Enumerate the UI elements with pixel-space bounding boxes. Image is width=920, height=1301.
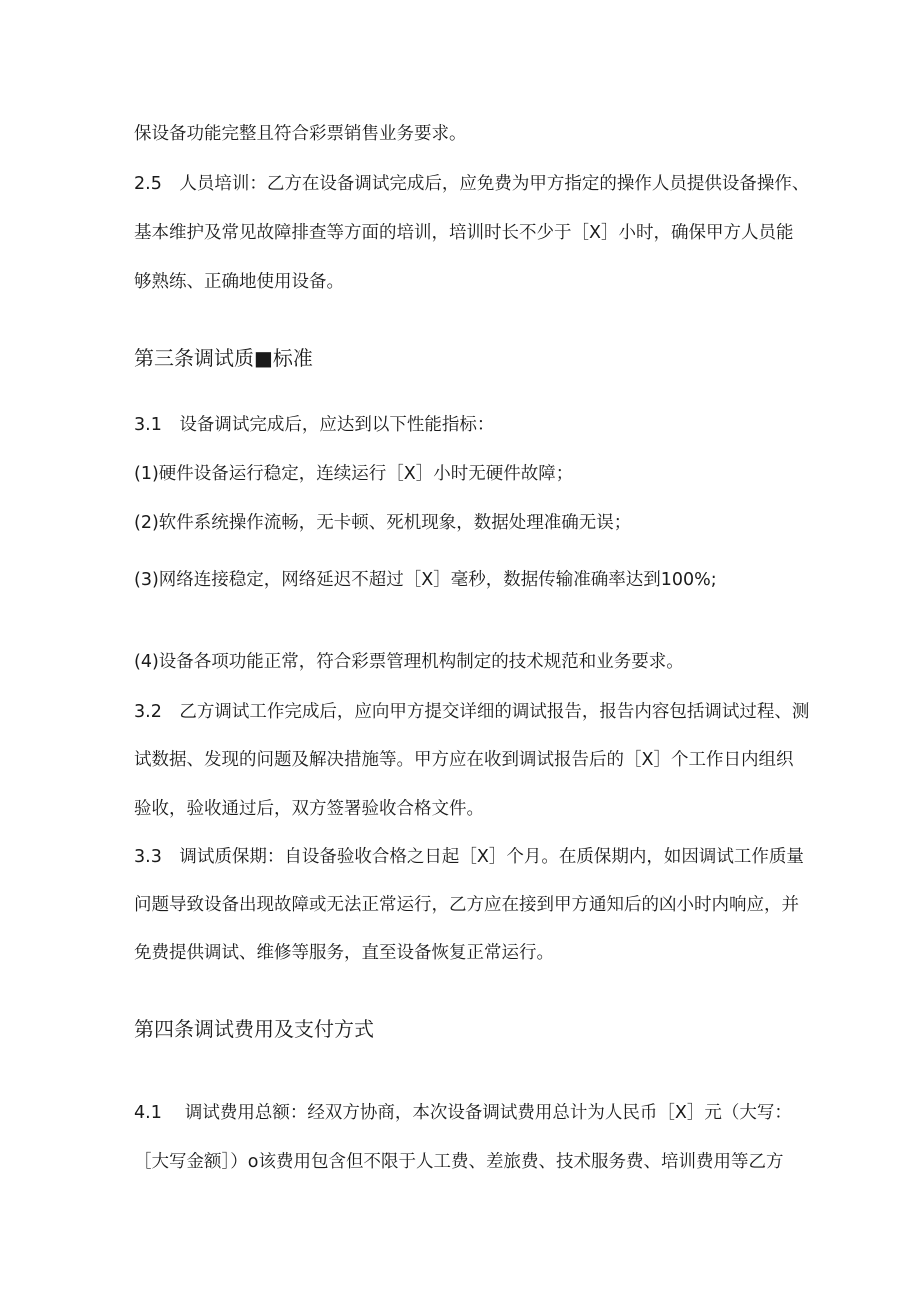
paragraph-line: 2.5 人员培训：乙方在设备调试完成后，应免费为甲方指定的操作人员提供设备操作、 — [134, 174, 810, 194]
paragraph-line: 3.2 乙方调试工作完成后，应向甲方提交详细的调试报告，报告内容包括调试过程、测 — [134, 702, 810, 722]
section-heading: 第四条调试费用及支付方式 — [134, 1017, 374, 1041]
paragraph-line: 3.3 调试质保期：自设备验收合格之日起［X］个月。在质保期内，如因调试工作质量 — [134, 847, 804, 867]
paragraph-line: ［大写金额］）o该费用包含但不限于人工费、差旅费、技术服务费、培训费用等乙方 — [134, 1152, 784, 1172]
paragraph-line: 基本维护及常见故障排查等方面的培训，培训时长不少于［X］小时，确保甲方人员能 — [134, 223, 794, 243]
list-item: (4)设备各项功能正常，符合彩票管理机构制定的技术规范和业务要求。 — [134, 652, 684, 672]
list-item: (2)软件系统操作流畅，无卡顿、死机现象，数据处理准确无误； — [134, 513, 632, 533]
paragraph-line: 问题导致设备出现故障或无法正常运行，乙方应在接到甲方通知后的凶小时内响应，并 — [134, 895, 799, 915]
paragraph-line: 试数据、发现的问题及解决措施等。甲方应在收到调试报告后的［X］个工作日内组织 — [134, 750, 794, 770]
paragraph-line: 够熟练、正确地使用设备。 — [134, 272, 344, 292]
paragraph-line: 验收，验收通过后，双方签署验收合格文件。 — [134, 799, 484, 819]
paragraph-line: 4.1 调试费用总额：经双方协商，本次设备调试费用总计为人民币［X］元（大写： — [134, 1103, 792, 1123]
paragraph-line: 免费提供调试、维修等服务，直至设备恢复正常运行。 — [134, 943, 554, 963]
paragraph-line: 3.1 设备调试完成后，应达到以下性能指标： — [134, 415, 495, 435]
list-item: (1)硬件设备运行稳定，连续运行［X］小时无硬件故障； — [134, 464, 574, 484]
paragraph-line: 保设备功能完整且符合彩票销售业务要求。 — [134, 124, 467, 144]
section-heading: 第三条调试质■标准 — [134, 346, 313, 370]
list-item: (3)网络连接稳定，网络延迟不超过［X］毫秒，数据传输准确率达到100%; — [134, 570, 717, 590]
